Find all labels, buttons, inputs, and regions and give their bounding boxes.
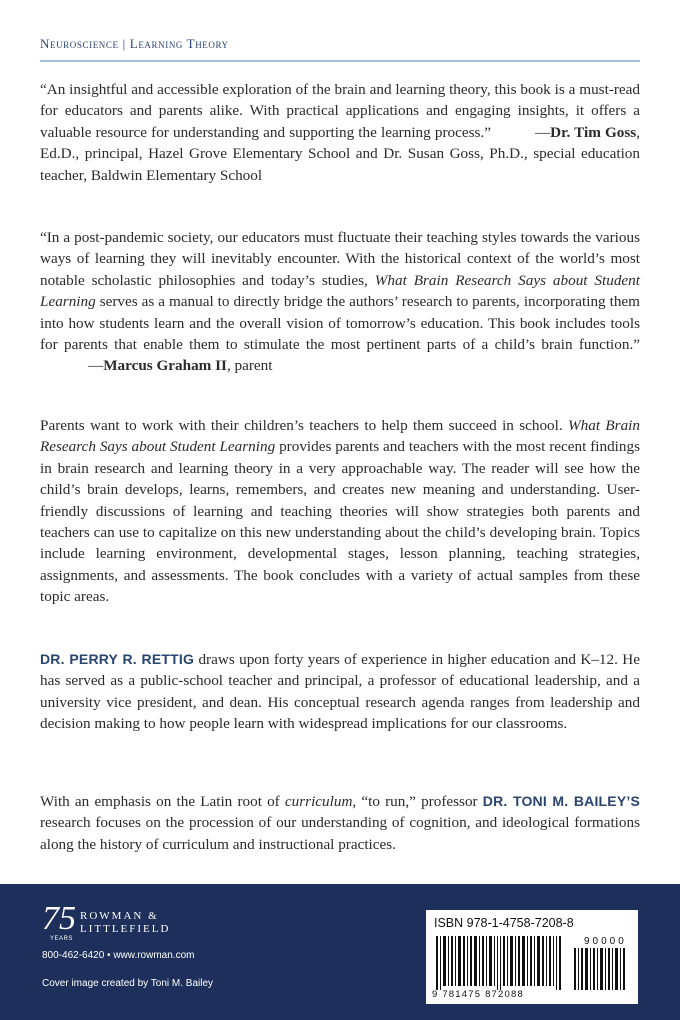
category-neuroscience: Neuroscience [40,36,119,51]
book-description [40,415,640,608]
description-text-a: Parents want to work with their children’s teachers to help them succeed in school. [40,417,569,434]
header-rule [40,60,640,62]
blurb-goss-dash: — [534,123,551,141]
isbn-barcode [426,910,638,1004]
barcode-addon-digits: 90000 [584,936,627,947]
blurb-graham [40,227,640,377]
blurb-goss-quote: “An insightful and accessible exploration of the brain and learning theory, this book is a must-read for educators and parents alike. With practical applications and engaging insights, it offers a valuable resource for understanding and supporting the learning process.” [40,81,640,141]
category-header [40,36,229,52]
blurb-graham-name: Marcus Graham II [103,357,227,375]
barcode-digits: 9 781475 872088 [432,989,524,1000]
blurb-goss-name: Dr. Tim Goss [550,123,637,141]
blurb-graham-quote-b: serves as a manual to directly bridge the authors’ research to parents, incorporating them into how students learn and the overall vision of tomorrow’s education. This book includes tools for parents that enable them to stimulate the most pertinent parts of a child’s brain function.” [40,293,640,354]
author-bailey-text-b: , “to run,” professor [352,793,483,810]
author-bailey-text-a: With an emphasis on the Latin root of [40,793,285,810]
category-separator: | [122,36,126,51]
blurb-goss-affiliation: , Ed.D., principal, Hazel Grove Elementary School and Dr. Susan Goss, Ph.D., special education teacher, Baldwin Elementary School [40,123,640,184]
author-rettig-text: draws upon forty years of experience in higher education and K–12. He has served as a public-school teacher and principal, a professor of educational leadership, and a university vice president, and dean. His conceptual research agenda ranges from leadership and decision making to how people learn with widespread implications for our classrooms. [40,651,640,733]
blurb-graham-book-title: What Brain Research Says about Student Learning [40,271,640,311]
logo-years-label: YEARS [50,936,73,942]
logo-littlefield: LITTLEFIELD [80,923,171,935]
category-learning-theory: Learning Theory [129,36,229,51]
author-rettig-name: DR. PERRY R. RETTIG [40,651,195,667]
cover-credit: Cover image created by Toni M. Bailey [42,978,214,989]
author-bailey-bio [40,791,640,855]
blurb-graham-quote-a: “In a post-pandemic society, our educators must fluctuate their teaching styles towards the various ways of learning they will inevitably encounter. With the historical context of the world’s most notable scholastic philosophies and today’s studies, [40,229,640,289]
blurb-graham-role: , parent [226,357,273,375]
isbn-number: ISBN 978-1-4758-7208-8 [434,916,574,930]
description-book-title: What Brain Research Says about Student Learning [40,417,640,456]
blurb-goss [40,79,640,186]
author-bailey-term: curriculum [284,793,353,810]
author-rettig-bio [40,649,640,735]
logo-rowman: ROWMAN & [80,910,159,922]
publisher-contact: 800-462-6420 • www.rowman.com [42,950,195,961]
author-bailey-name: DR. TONI M. BAILEY’S [482,793,640,809]
author-bailey-text-c: research focuses on the procession of our understanding of cognition, and ideological formations along the history of curriculum and instructional practices. [40,814,640,853]
description-text-b: provides parents and teachers with the most recent findings in brain research and learning theory in a very approachable way. The reader will see how the child’s brain develops, learns, remembers, and creates new meaning and understanding. User-friendly discussions of learning and teaching theories will show strategies both parents and teachers can use to capitalize on this new understanding about the child’s developing brain. Topics include learning environment, developmental stages, lesson planning, teaching strategies, assignments, and assessments. The book concludes with a variety of actual samples from these topic areas. [40,438,640,606]
logo-75-years: 75 [42,900,76,937]
blurb-graham-dash: — [88,357,104,375]
